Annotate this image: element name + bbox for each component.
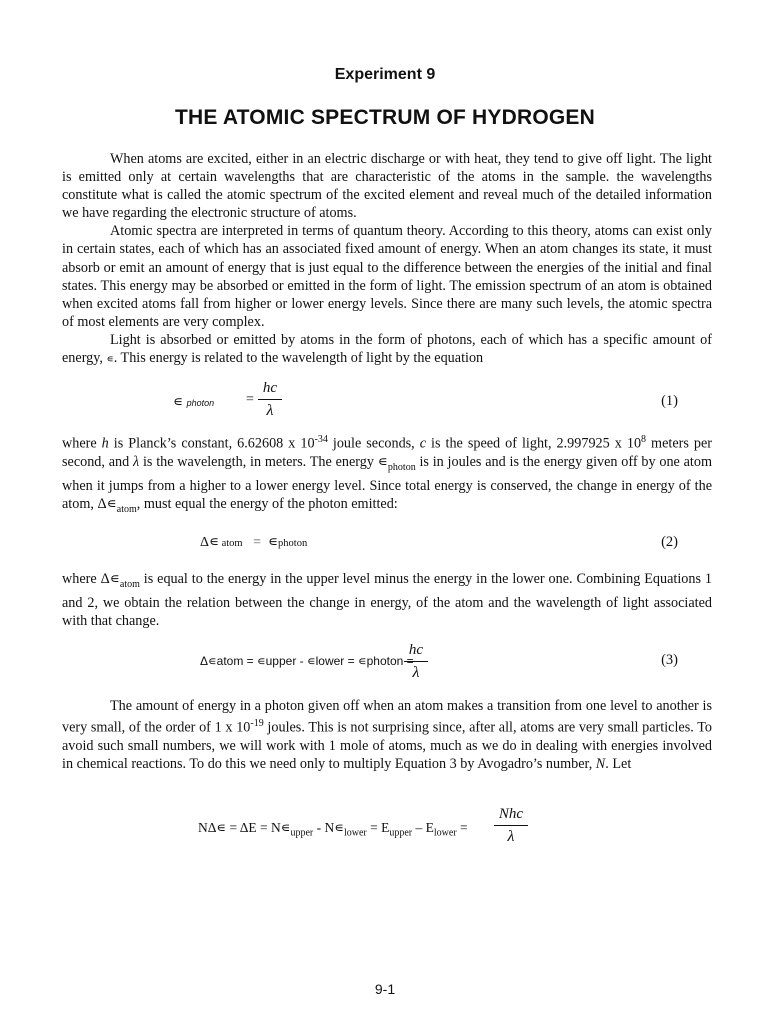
text-run: = — [456, 820, 468, 835]
epsilon-symbol: ∊ — [267, 535, 279, 550]
lower-subscript: lower — [315, 654, 345, 668]
text-run: – E — [412, 820, 434, 835]
text-run: = ∊ — [344, 654, 367, 668]
text-run: NΔ∊ = ΔE = N∊ — [198, 820, 291, 835]
h-variable: h — [101, 435, 109, 452]
equation-1-fraction — [258, 380, 282, 420]
mole-paragraph — [62, 697, 712, 773]
experiment-label: Experiment 9 — [334, 66, 436, 83]
mole-paragraph-text — [62, 697, 712, 773]
equation-number-3: (3) — [661, 652, 678, 668]
epsilon-symbol: ∊ — [377, 453, 388, 470]
equation-4-fraction — [494, 806, 528, 846]
upper-subscript: upper — [389, 827, 413, 839]
lower-subscript: lower — [433, 827, 457, 839]
text-run: - ∊ — [296, 654, 316, 668]
equation-number-1: (1) — [661, 393, 678, 409]
epsilon-symbol: ∊ — [173, 395, 184, 410]
equation-4-body — [198, 820, 468, 839]
fraction-bar — [494, 825, 528, 826]
epsilon-symbol: ∊ — [106, 354, 114, 366]
text-run: where — [62, 435, 102, 452]
planck-paragraph — [62, 431, 712, 519]
photon-subscript: photon — [366, 654, 404, 668]
intro-text — [62, 150, 712, 369]
page-title: THE ATOMIC SPECTRUM OF HYDROGEN — [175, 106, 595, 129]
text-run: , must equal the energy of the photon emitted: — [136, 495, 398, 512]
exponent: -34 — [314, 434, 328, 445]
equation-1-equals: = — [246, 392, 254, 407]
intro-paragraph-3 — [62, 331, 712, 369]
delta-epsilon: Δ∊ — [200, 654, 217, 668]
exponent: -19 — [250, 718, 264, 730]
fraction-denominator: λ — [412, 664, 420, 681]
text-run: is the wavelength, in meters. The energy — [139, 453, 378, 470]
fraction-numerator: hc — [408, 642, 424, 658]
text-run: joules. This is not surprising since, after all, atoms are very small particles. To avoid such small numbers, we will work with 1 mole of atoms, much as we do in dealing with energies involved in chemical reactions. To do this we need only to multiply Equation 3 by Avogadro’s number, — [62, 719, 712, 773]
delta-epsilon: Δ∊ — [200, 535, 220, 550]
text-run: = — [403, 654, 414, 668]
text-run: = E — [366, 820, 390, 835]
equals-sign: = — [253, 535, 261, 550]
photon-subscript: photon — [186, 398, 215, 408]
text-run: is equal to the energy in the upper level minus the energy in the lower one. Combining Equations 1 and 2, we obtain the relation between the change in energy, of the atom and the wavelength of light associated with that change. — [62, 571, 712, 630]
fraction-denominator: λ — [266, 402, 274, 419]
lambda-symbol: λ — [133, 453, 140, 470]
equation-number-2: (2) — [661, 534, 678, 550]
atom-subscript: atom — [221, 538, 243, 549]
page-number: 9-1 — [374, 981, 396, 997]
text-run: = ∊ — [243, 654, 266, 668]
text-run: . Let — [605, 756, 632, 773]
upper-subscript: upper — [265, 654, 297, 668]
planck-paragraph-text — [62, 431, 712, 519]
text-run: is in joules and is the energy given off by one atom when it jumps from a higher to a lower energy level. Since total energy is conserved, the change in energy of the atom, Δ∊ — [62, 453, 712, 512]
text-run: is Planck’s constant, 6.62608 x 10 — [108, 435, 315, 452]
fraction-bar — [404, 661, 428, 662]
text-run: joule seconds, — [327, 435, 420, 452]
text-run: where Δ∊ — [62, 571, 120, 587]
fraction-bar — [258, 399, 282, 400]
atom-subscript: atom — [116, 503, 137, 515]
intro-paragraph-1: When atoms are excited, either in an electric discharge or with heat, they tend to give off light. The light is emitted only at certain wavelengths that are characteristic of the atoms in the sample. the wavelengths constitute what is called the atomic spectrum of the excited element and reveal much of the detailed information we have regarding the electronic structure of atoms. — [62, 151, 712, 222]
atom-subscript: atom — [119, 578, 140, 590]
intro-paragraph-3-start: Light is absorbed or emitted by atoms in the form of photons, each of which has a specific amount of energy, — [62, 331, 712, 367]
combining-paragraph-text — [62, 570, 712, 630]
equation-1-lhs — [173, 394, 214, 411]
text-run: meters per second, and — [62, 435, 712, 470]
photon-subscript: photon — [387, 461, 416, 473]
text-run: The amount of energy in a photon given off when an atom makes a transition from one level to another is very small, of the order of 1 x 10 — [62, 698, 712, 736]
n-variable: N — [595, 756, 606, 773]
intro-paragraph-2: Atomic spectra are interpreted in terms of quantum theory. According to this theory, atoms can exist only in certain states, each of which has an associated fixed amount of energy. When an atom changes its state, it must absorb or emit an amount of energy that is just equal to the difference between the energies of the initial and final states. This energy may be absorbed or emitted in the form of light. The emission spectrum of an atom is obtained when excited atoms fall from higher or lower energy levels. Since there are many such levels, the atomic spectra of most elements are very complex. — [62, 223, 712, 330]
text-run: - N∊ — [313, 820, 344, 835]
equation-2-body — [200, 534, 307, 551]
lower-subscript: lower — [343, 827, 367, 839]
intro-paragraph-3-end: . This energy is related to the wavelength of light by the equation — [113, 350, 484, 367]
equation-3-body — [200, 654, 414, 668]
c-variable: c — [419, 435, 427, 452]
fraction-denominator: λ — [507, 828, 515, 845]
fraction-numerator: hc — [262, 380, 278, 396]
combining-paragraph — [62, 570, 712, 630]
text-run: is the speed of light, 2.997925 x 10 — [426, 435, 642, 452]
exponent: 8 — [641, 434, 647, 445]
equation-3-fraction — [404, 642, 428, 682]
fraction-numerator: Nhc — [498, 806, 524, 822]
upper-subscript: upper — [290, 827, 314, 839]
atom-subscript: atom — [216, 654, 244, 668]
photon-subscript: photon — [278, 538, 308, 549]
